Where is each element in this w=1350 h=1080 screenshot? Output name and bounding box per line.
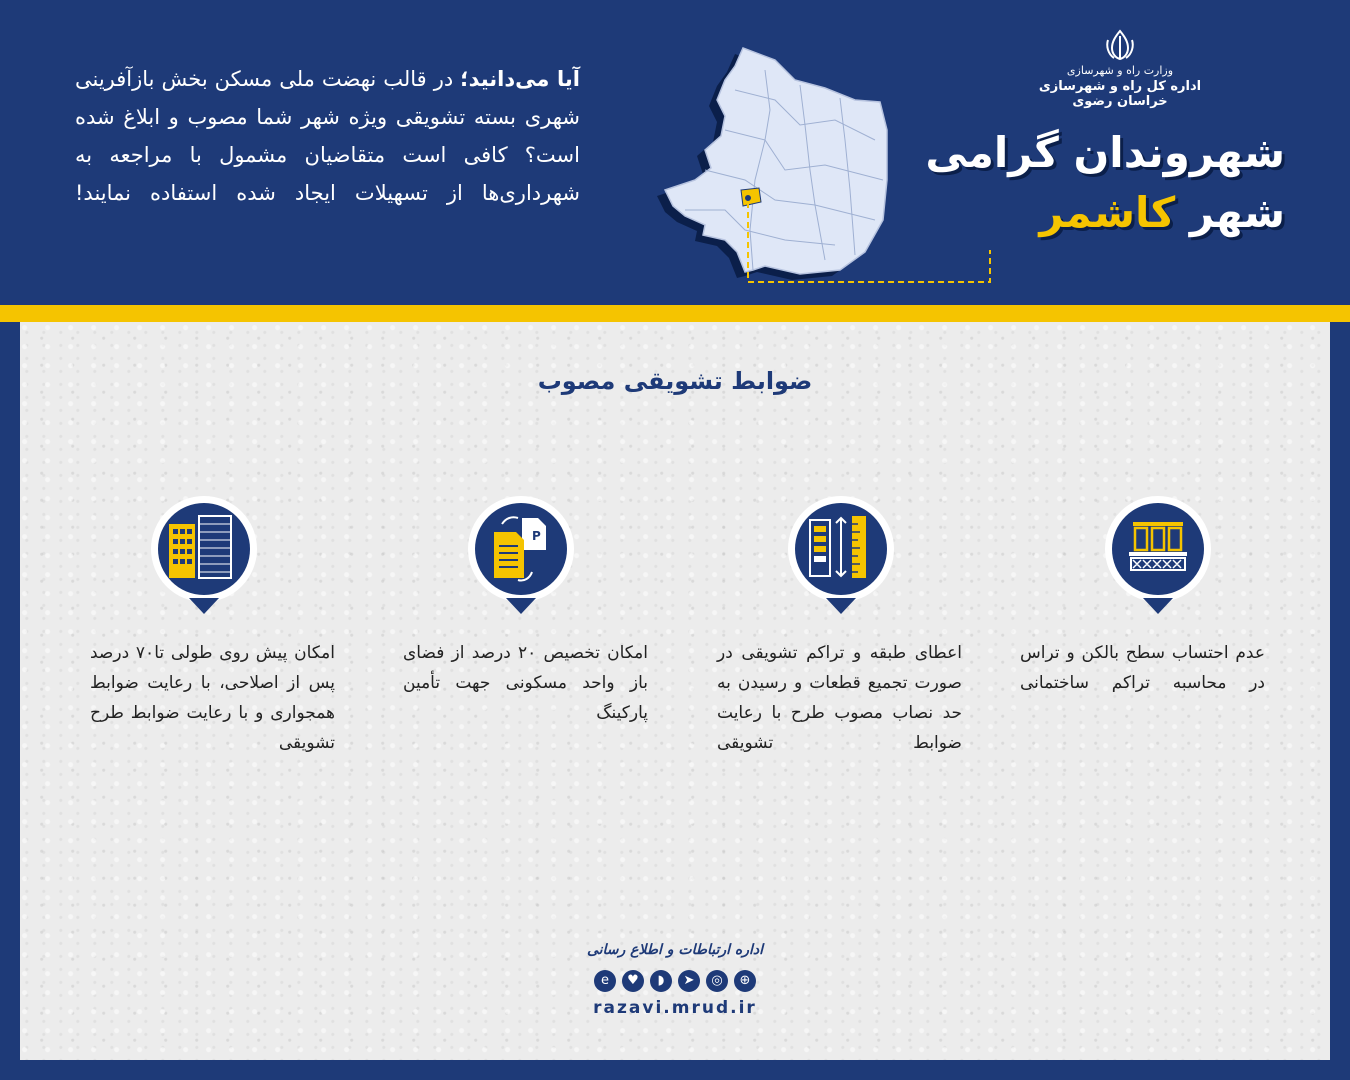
building-height-icon — [786, 494, 896, 616]
rubika-icon[interactable]: ◗ — [650, 970, 672, 992]
eitaa-icon[interactable]: e — [594, 970, 616, 992]
telegram-icon[interactable]: ➤ — [678, 970, 700, 992]
section-title: ضوابط تشویقی مصوب — [537, 367, 813, 395]
emblem-icon — [1103, 28, 1137, 62]
ministry-logo — [1020, 28, 1220, 109]
incentive-item-4: عدم احتساب سطح بالکن و تراس در محاسبه تراکم ساختمانی — [1020, 643, 1265, 693]
balcony-icon — [1103, 494, 1213, 616]
intro-lead: آیا می‌دانید؛ — [460, 67, 580, 91]
title-line-2 — [1039, 188, 1285, 237]
intro-paragraph — [75, 60, 580, 212]
title-city-word: شهر — [1189, 188, 1285, 237]
instagram-icon[interactable]: ◎ — [706, 970, 728, 992]
title-city-name: کاشمر — [1039, 188, 1176, 237]
incentive-item-2: امکان تخصیص ۲۰ درصد از فضای باز واحد مسکونی جهت تأمین پارکینگ — [403, 643, 649, 723]
title-line-1: شهروندان گرامی — [925, 128, 1285, 177]
soroush-icon[interactable]: ♥ — [622, 970, 644, 992]
website-url[interactable]: razavi.mrud.ir — [593, 998, 757, 1018]
footer-org: اداره ارتباطات و اطلاع رسانی — [586, 942, 764, 958]
office-name: اداره کل راه و شهرسازی خراسان رضوی — [1038, 79, 1202, 109]
header-banner — [0, 0, 1350, 305]
buildings-icon — [149, 494, 259, 616]
ministry-name: وزارت راه و شهرسازی — [1066, 64, 1174, 77]
incentive-item-3: اعطای طبقه و تراکم تشویقی در صورت تجمیع قطعات و رسیدن به حد نصاب مصوب طرح با رعایت ضوابط تشویقی — [717, 643, 962, 753]
content-panel — [20, 322, 1330, 1060]
footer — [20, 942, 1330, 1018]
divider-band — [0, 305, 1350, 322]
web-icon[interactable]: ⊕ — [734, 970, 756, 992]
incentive-item-1: امکان پیش روی طولی تا۷۰ درصد پس از اصلاحی، با رعایت ضوابط همجواری و با رعایت ضوابط طرح تشویقی — [90, 643, 335, 753]
intro-body: در قالب نهضت ملی مسکن بخش بازآفرینی شهری بسته تشویقی ویژه شهر شما مصوب و ابلاغ شده است؟ کافی است متقاضیان مشمول با مراجعه به شهرداری‌ها از تسهیلات ایجاد شده استفاده نمایند! — [75, 67, 580, 205]
social-links — [594, 970, 756, 992]
parking-document-icon — [466, 494, 576, 616]
svg-text:P: P — [532, 529, 541, 543]
